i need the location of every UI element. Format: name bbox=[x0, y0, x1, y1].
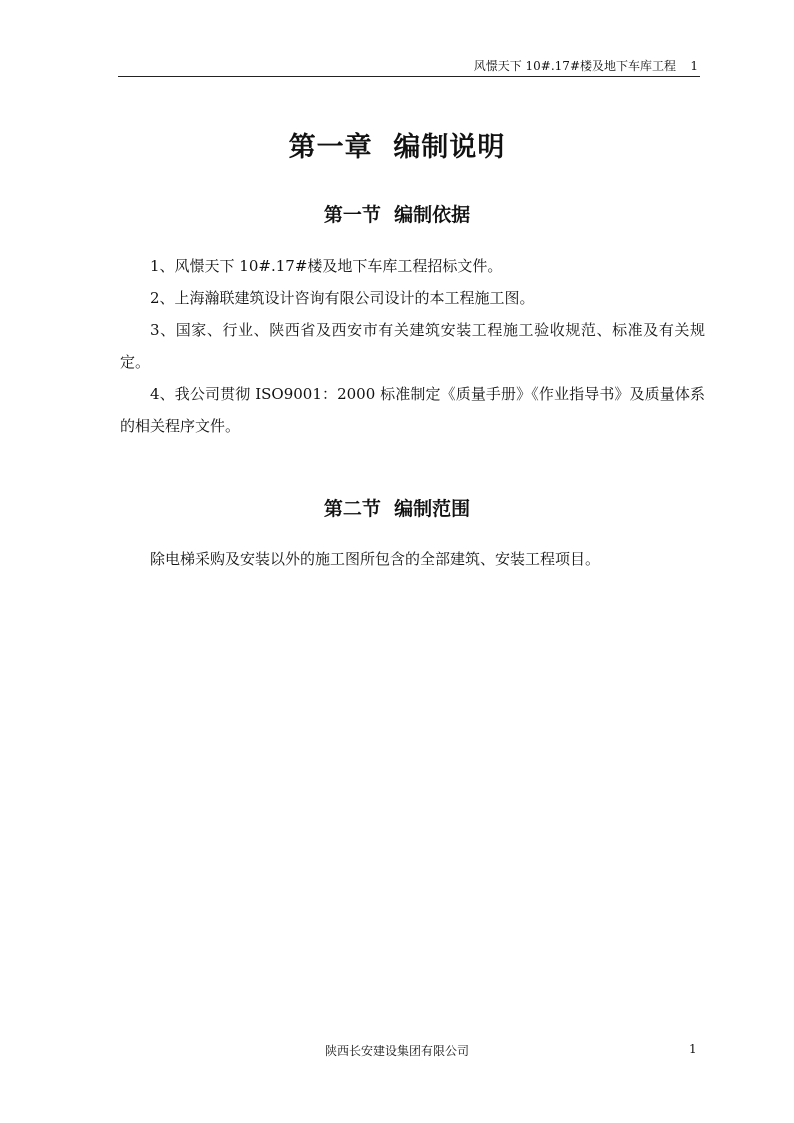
header-title: 风憬天下 10#.17#楼及地下车库工程 bbox=[473, 59, 676, 73]
chapter-title: 第一章 编制说明 bbox=[288, 132, 506, 163]
basis-item-2: 2、上海瀚联建筑设计咨询有限公司设计的本工程施工图。 bbox=[150, 289, 535, 307]
basis-item-3: 3、国家、行业、陕西省及西安市有关建筑安装工程施工验收规范、标准及有关规定。 bbox=[120, 321, 705, 371]
section-title-scope: 第二节 编制范围 bbox=[323, 498, 471, 520]
basis-item-4: 4、我公司贯彻 ISO9001：2000 标准制定《质量手册》《作业指导书》及质量体系的相关程序文件。 bbox=[120, 385, 705, 435]
header-page-number: 1 bbox=[690, 59, 698, 73]
footer-company: 陕西长安建设集团有限公司 bbox=[324, 1044, 469, 1058]
section-title-basis: 第一节 编制依据 bbox=[323, 204, 471, 226]
scope-text: 除电梯采购及安装以外的施工图所包含的全部建筑、安装工程项目。 bbox=[150, 550, 601, 568]
page-header bbox=[118, 58, 700, 77]
footer-page-number: 1 bbox=[689, 1042, 697, 1056]
basis-item-1: 1、风憬天下 10#.17#楼及地下车库工程招标文件。 bbox=[150, 257, 503, 275]
